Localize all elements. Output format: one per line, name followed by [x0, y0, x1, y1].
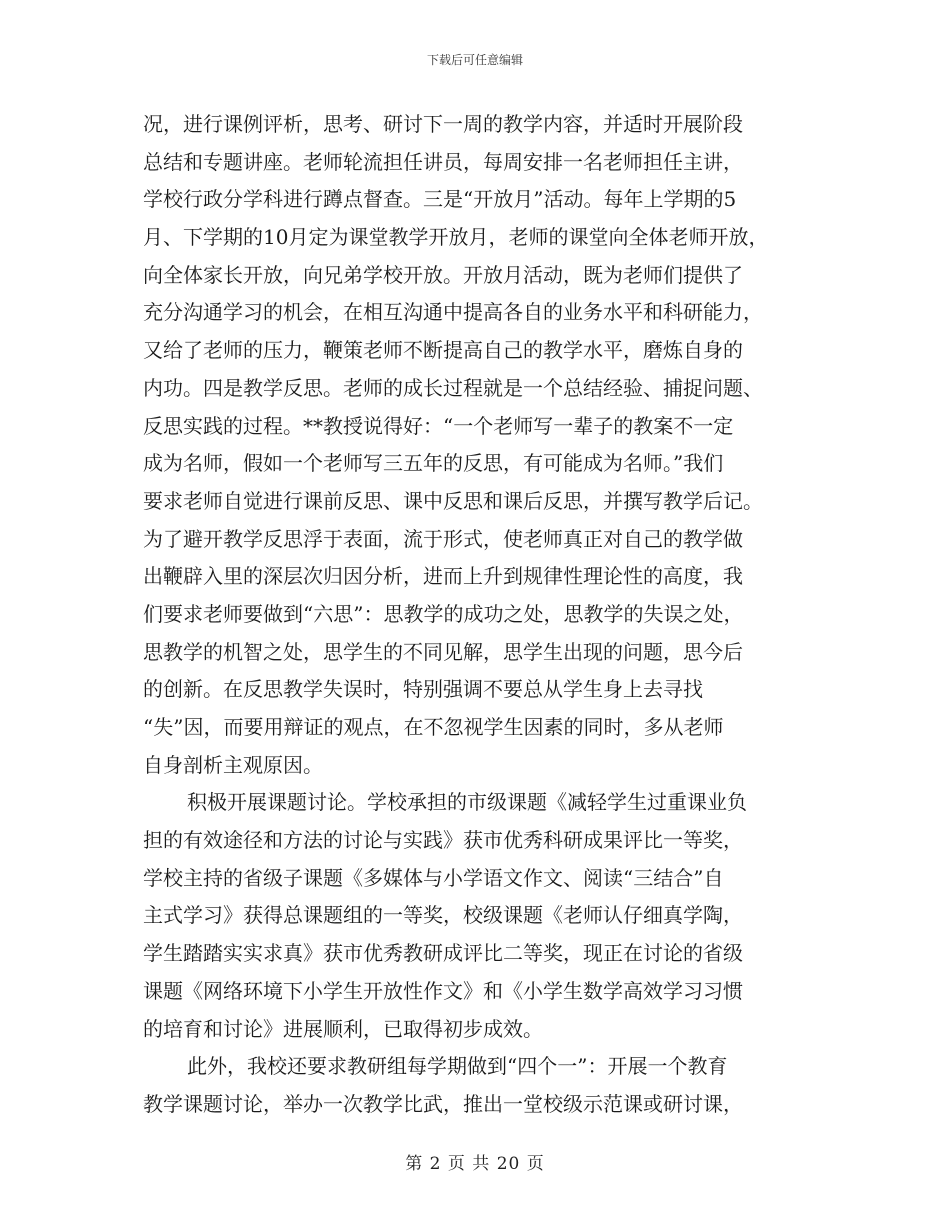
document-body	[143, 106, 815, 1124]
text-line: 们要求老师要做到“六思”：思教学的成功之处，思教学的失误之处，	[143, 601, 744, 626]
text-line: 向全体家长开放，向兄弟学校开放。开放月活动，既为老师们提供了	[143, 262, 743, 287]
text-line: 内功。四是教学反思。老师的成长过程就是一个总结经验、捕捉问题、	[143, 375, 763, 400]
text-line: 为了避开教学反思浮于表面，流于形式，使老师真正对自己的教学做	[143, 526, 743, 551]
text-line: 教学课题讨论，举办一次教学比武，推出一堂校级示范课或研讨课，	[143, 1091, 743, 1116]
text-line: 总结和专题讲座。老师轮流担任讲员，每周安排一名老师担任主讲，	[143, 149, 743, 174]
text-line: 主式学习》获得总课题组的一等奖，校级课题《老师认仔细真学陶，	[143, 903, 743, 928]
text-line: 思教学的机智之处，思学生的不同见解，思学生出现的问题，思今后	[143, 639, 743, 664]
text-line: 自身剖析主观原因。	[143, 752, 323, 777]
text-line: “失”因，而要用辩证的观点，在不忽视学生因素的同时，多从老师	[143, 715, 724, 739]
text-line: 反思实践的过程。**教授说得好：“一个老师写一辈子的教案不一定	[143, 413, 734, 438]
text-line: 担的有效途径和方法的讨论与实践》获市优秀科研成果评比一等奖，	[143, 828, 743, 853]
text-line: 的培育和讨论》进展顺利，已取得初步成效。	[143, 1016, 543, 1041]
text-line: 月、下学期的10月定为课堂教学开放月，老师的课堂向全体老师开放，	[143, 225, 769, 250]
page-header: 下载后可任意编辑	[426, 53, 523, 67]
text-line: 出鞭辟入里的深层次归因分析，进而上升到规律性理论性的高度，我	[143, 564, 743, 589]
text-line: 要求老师自觉进行课前反思、课中反思和课后反思，并撰写教学后记。	[143, 488, 763, 513]
text-line: 课题《网络环境下小学生开放性作文》和《小学生数学高效学习习惯	[143, 978, 743, 1003]
text-line: 充分沟通学习的机会，在相互沟通中提高各自的业务水平和科研能力，	[143, 300, 763, 325]
text-line: 学校主持的省级子课题《多媒体与小学语文作文、阅读“三结合”自	[143, 865, 724, 890]
text-line: 学生踏踏实实求真》获市优秀教研成评比二等奖，现正在讨论的省级	[143, 941, 743, 966]
paragraph-start-line: 积极开展课题讨论。学校承担的市级课题《减轻学生过重课业负	[187, 790, 747, 815]
text-line: 成为名师，假如一个老师写三五年的反思，有可能成为名师。”我们	[143, 451, 724, 476]
text-line: 的创新。在反思教学失误时，特别强调不要总从学生身上去寻找	[143, 677, 703, 702]
page-number-footer: 第 2 页 共 20 页	[405, 1154, 545, 1174]
paragraph-start-line: 此外，我校还要求教研组每学期做到“四个一”：开展一个教育	[187, 1054, 728, 1079]
text-line: 况，进行课例评析，思考、研讨下一周的教学内容，并适时开展阶段	[143, 112, 743, 136]
text-line: 学校行政分学科进行蹲点督查。三是“开放月”活动。每年上学期的5	[143, 187, 737, 212]
text-line: 又给了老师的压力，鞭策老师不断提高自己的教学水平，磨炼自身的	[143, 338, 743, 363]
